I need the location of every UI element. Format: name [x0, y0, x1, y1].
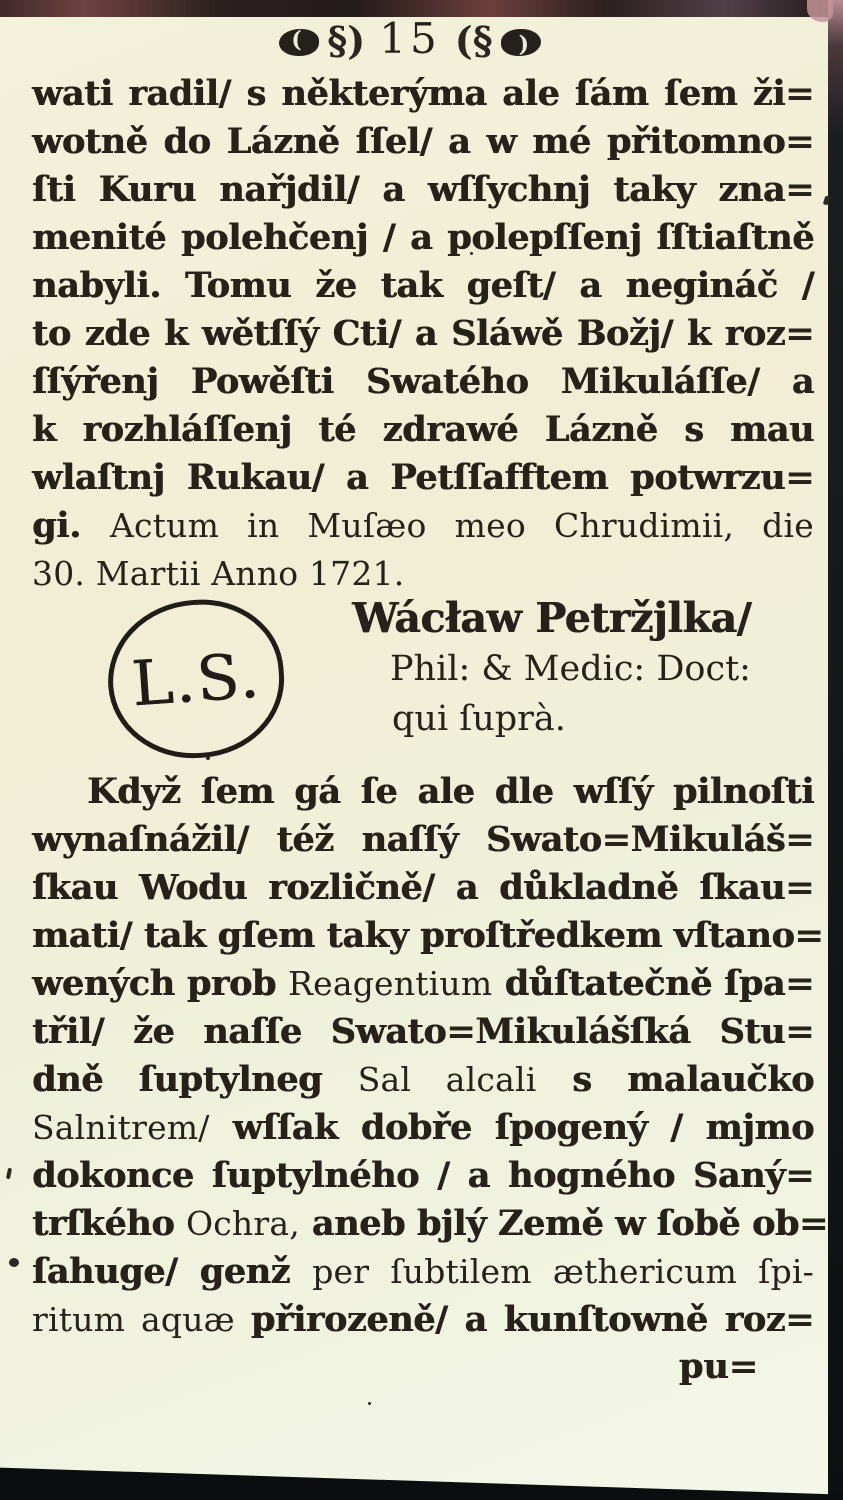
text-line: [32, 1200, 828, 1248]
text-line: [32, 502, 814, 550]
blackletter-segment: Když ſem gá ſe ale dle wſſý pilnoſti: [87, 771, 814, 812]
roman-segment: Ochra,: [185, 1204, 300, 1243]
text-line: [32, 166, 814, 214]
text-line: [32, 1104, 814, 1152]
text-line: [32, 310, 814, 358]
ink-speck: [6, 1168, 12, 1180]
text-line: [32, 768, 814, 816]
ornament-right: (§: [454, 18, 493, 63]
book-edge-bottom: [0, 1455, 843, 1500]
text-line: [32, 118, 814, 166]
text-line: [32, 816, 814, 864]
roman-segment: 30. Martii Anno 1721.: [32, 554, 405, 593]
signature-title: Phil: & Medic: Doct:: [390, 649, 751, 689]
blackletter-segment: mati/ tak gſem taky proſtředkem vſtano=: [32, 915, 824, 956]
text-line: [32, 406, 814, 454]
blackletter-segment: přirozeně/ a kunſtowně roz=: [250, 1299, 814, 1340]
roman-segment: Salnitrem/: [32, 1108, 210, 1147]
text-line: [32, 1152, 814, 1200]
blackletter-segment: k rozhláſſenj té zdrawé Lázně s mau: [32, 409, 814, 450]
running-head: [0, 14, 820, 67]
text-line: [32, 262, 814, 310]
blackletter-segment: dně ſuptylneg: [32, 1059, 358, 1100]
roman-segment: per ſubtilem æthericum ſpi-: [312, 1252, 814, 1291]
roman-segment: ritum aquæ: [32, 1300, 251, 1339]
page-number: 15: [379, 14, 441, 63]
text-line: [32, 1296, 814, 1344]
blackletter-segment: třil/ že naſſe Swato=Mikulášſká Stu=: [32, 1011, 814, 1052]
text-line: [32, 1056, 814, 1104]
text-line: [32, 1248, 814, 1296]
blackletter-segment: ſti Kuru nařjdil/ a wſſychnj taky zna=: [32, 169, 814, 210]
blackletter-segment: ſkau Wodu rozličně/ a důkladně ſkau=: [32, 867, 814, 908]
roman-segment: Reagentium: [288, 964, 493, 1003]
seal-label: L.S.: [129, 638, 263, 720]
blackletter-segment: důſtatečně ſpa=: [492, 963, 814, 1004]
text-line: [32, 864, 814, 912]
text-line: [32, 214, 814, 262]
roman-segment: Sal alcali: [357, 1060, 537, 1099]
notary-seal: [103, 594, 290, 764]
paragraph-1: [32, 70, 814, 598]
blackletter-segment: trſkého: [32, 1203, 186, 1244]
blackletter-segment: gi.: [32, 505, 110, 546]
ornament-blob-left-icon: [279, 29, 319, 56]
text-line: [32, 70, 814, 118]
blackletter-segment: s malaučko: [536, 1059, 814, 1100]
paragraph-2: [32, 768, 828, 1344]
text-line: [32, 550, 814, 598]
signature-subscript: qui ſuprà.: [392, 699, 566, 739]
blackletter-segment: wſſak dobře ſpogený / mjmo: [209, 1107, 814, 1148]
text-line: [32, 1008, 814, 1056]
book-edge-right: [828, 0, 843, 1500]
blackletter-segment: wlaſtnj Rukau/ a Petſſafftem potwrzu=: [32, 457, 814, 498]
blackletter-segment: ſſýřenj Powěſti Swatého Mikuláſſe/ a: [32, 361, 814, 402]
blackletter-segment: nabyli. Tomu že tak geſt/ a negináč /: [32, 265, 814, 306]
text-line: [32, 912, 824, 960]
text-line: [32, 454, 814, 502]
catchword: pu=: [678, 1346, 758, 1387]
text-line: [32, 960, 814, 1008]
blackletter-segment: wotně do Lázně ſſel/ a w mé přitomno=: [32, 121, 814, 162]
ornament-blob-right-icon: [501, 29, 541, 56]
blackletter-segment: wati radil/ s některýma ale ſám ſem ži=: [32, 73, 814, 114]
ink-speck: [368, 1402, 371, 1405]
signature-name: Wácław Petržjlka/: [352, 594, 752, 642]
blackletter-segment: to zde k wětſſý Cti/ a Sláwě Božj/ k roz=: [32, 313, 814, 354]
signature-block: [352, 592, 814, 744]
blackletter-segment: aneb bjlý Země w ſobě ob=: [299, 1203, 828, 1244]
text-line: [32, 358, 814, 406]
blackletter-segment: ſahuge/ genž: [32, 1251, 313, 1292]
roman-segment: Actum in Muſæo meo Chrudimii, die: [109, 506, 814, 545]
blackletter-segment: wených prob: [32, 963, 289, 1004]
ornament-left: §): [327, 18, 366, 63]
blackletter-segment: wynaſnážil/ též naſſý Swato=Mikuláš=: [32, 819, 814, 860]
ink-blot: [9, 1258, 19, 1267]
blackletter-segment: menité polehčenj / a polepſſenj ſſtiaſtně: [32, 217, 814, 258]
blackletter-segment: dokonce ſuptylného / a hogného Saný=: [32, 1155, 814, 1196]
